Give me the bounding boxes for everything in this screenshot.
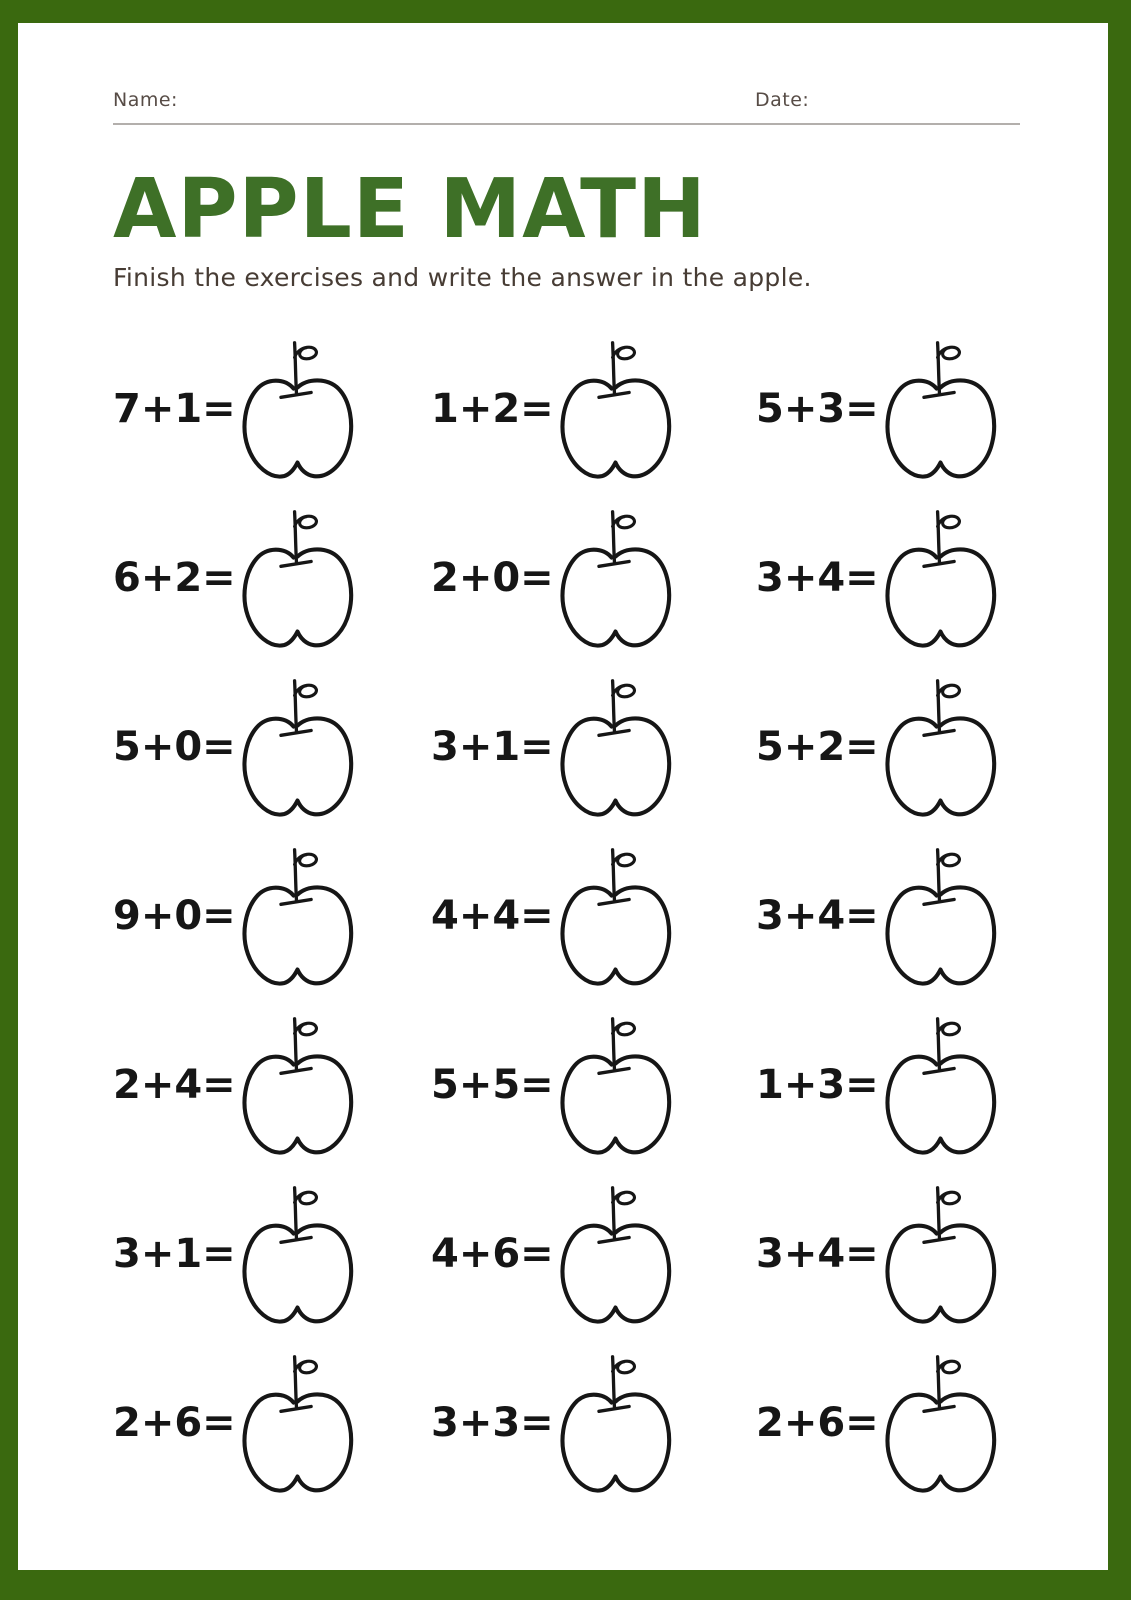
exercise-row — [113, 843, 1020, 989]
exercise-expression: 6+2= — [113, 555, 236, 601]
apple-outline-icon — [239, 1181, 356, 1327]
date-label: Date: — [755, 89, 810, 111]
exercise-expression: 5+0= — [113, 724, 236, 770]
apple-outline-icon — [239, 505, 356, 651]
exercise-expression: 5+5= — [431, 1062, 554, 1108]
exercise-row — [113, 336, 1020, 482]
exercise-cell — [113, 1012, 431, 1158]
exercise-cell — [431, 505, 756, 651]
exercise-cell — [756, 1012, 1020, 1158]
apple-outline-icon — [239, 843, 356, 989]
exercise-expression: 3+1= — [431, 724, 554, 770]
apple-outline-icon — [239, 1012, 356, 1158]
exercise-cell — [756, 336, 1020, 482]
apple-outline-icon — [557, 674, 674, 820]
exercise-row — [113, 1181, 1020, 1327]
apple-outline-icon — [882, 505, 999, 651]
page-subtitle: Finish the exercises and write the answer in the apple. — [113, 263, 812, 292]
exercise-cell — [756, 505, 1020, 651]
page-content — [18, 89, 1108, 1496]
apple-outline-icon — [882, 1012, 999, 1158]
exercise-expression: 3+1= — [113, 1231, 236, 1277]
exercise-cell — [756, 1181, 1020, 1327]
exercise-row — [113, 674, 1020, 820]
apple-outline-icon — [557, 843, 674, 989]
exercise-cell — [431, 843, 756, 989]
exercise-expression: 2+0= — [431, 555, 554, 601]
exercise-expression: 2+6= — [113, 1400, 236, 1446]
apple-outline-icon — [882, 336, 999, 482]
exercise-cell — [431, 336, 756, 482]
apple-outline-icon — [239, 674, 356, 820]
exercise-expression: 4+6= — [431, 1231, 554, 1277]
apple-outline-icon — [557, 1350, 674, 1496]
exercise-cell — [113, 1350, 431, 1496]
exercise-expression: 5+2= — [756, 724, 879, 770]
exercise-cell — [113, 843, 431, 989]
exercise-grid — [113, 336, 1020, 1496]
exercise-cell — [431, 1012, 756, 1158]
exercise-row — [113, 1350, 1020, 1496]
exercise-expression: 3+3= — [431, 1400, 554, 1446]
exercise-cell — [113, 505, 431, 651]
exercise-cell — [113, 674, 431, 820]
exercise-row — [113, 505, 1020, 651]
exercise-expression: 2+6= — [756, 1400, 879, 1446]
apple-outline-icon — [882, 1181, 999, 1327]
exercise-expression: 1+3= — [756, 1062, 879, 1108]
apple-outline-icon — [882, 674, 999, 820]
apple-outline-icon — [239, 1350, 356, 1496]
exercise-expression: 3+4= — [756, 1231, 879, 1277]
exercise-cell — [431, 1181, 756, 1327]
exercise-cell — [756, 674, 1020, 820]
name-date-row — [113, 89, 1020, 125]
apple-outline-icon — [882, 1350, 999, 1496]
exercise-cell — [431, 674, 756, 820]
name-label: Name: — [113, 89, 178, 111]
exercise-cell — [756, 1350, 1020, 1496]
exercise-expression: 3+4= — [756, 555, 879, 601]
exercise-row — [113, 1012, 1020, 1158]
exercise-cell — [756, 843, 1020, 989]
exercise-expression: 5+3= — [756, 386, 879, 432]
apple-outline-icon — [557, 336, 674, 482]
exercise-cell — [431, 1350, 756, 1496]
exercise-expression: 7+1= — [113, 386, 236, 432]
exercise-expression: 4+4= — [431, 893, 554, 939]
apple-outline-icon — [882, 843, 999, 989]
exercise-cell — [113, 336, 431, 482]
exercise-expression: 1+2= — [431, 386, 554, 432]
apple-outline-icon — [557, 1012, 674, 1158]
exercise-expression: 2+4= — [113, 1062, 236, 1108]
apple-outline-icon — [239, 336, 356, 482]
exercise-cell — [113, 1181, 431, 1327]
exercise-expression: 9+0= — [113, 893, 236, 939]
exercise-expression: 3+4= — [756, 893, 879, 939]
apple-outline-icon — [557, 1181, 674, 1327]
page-title: APPLE MATH — [113, 162, 707, 257]
apple-outline-icon — [557, 505, 674, 651]
